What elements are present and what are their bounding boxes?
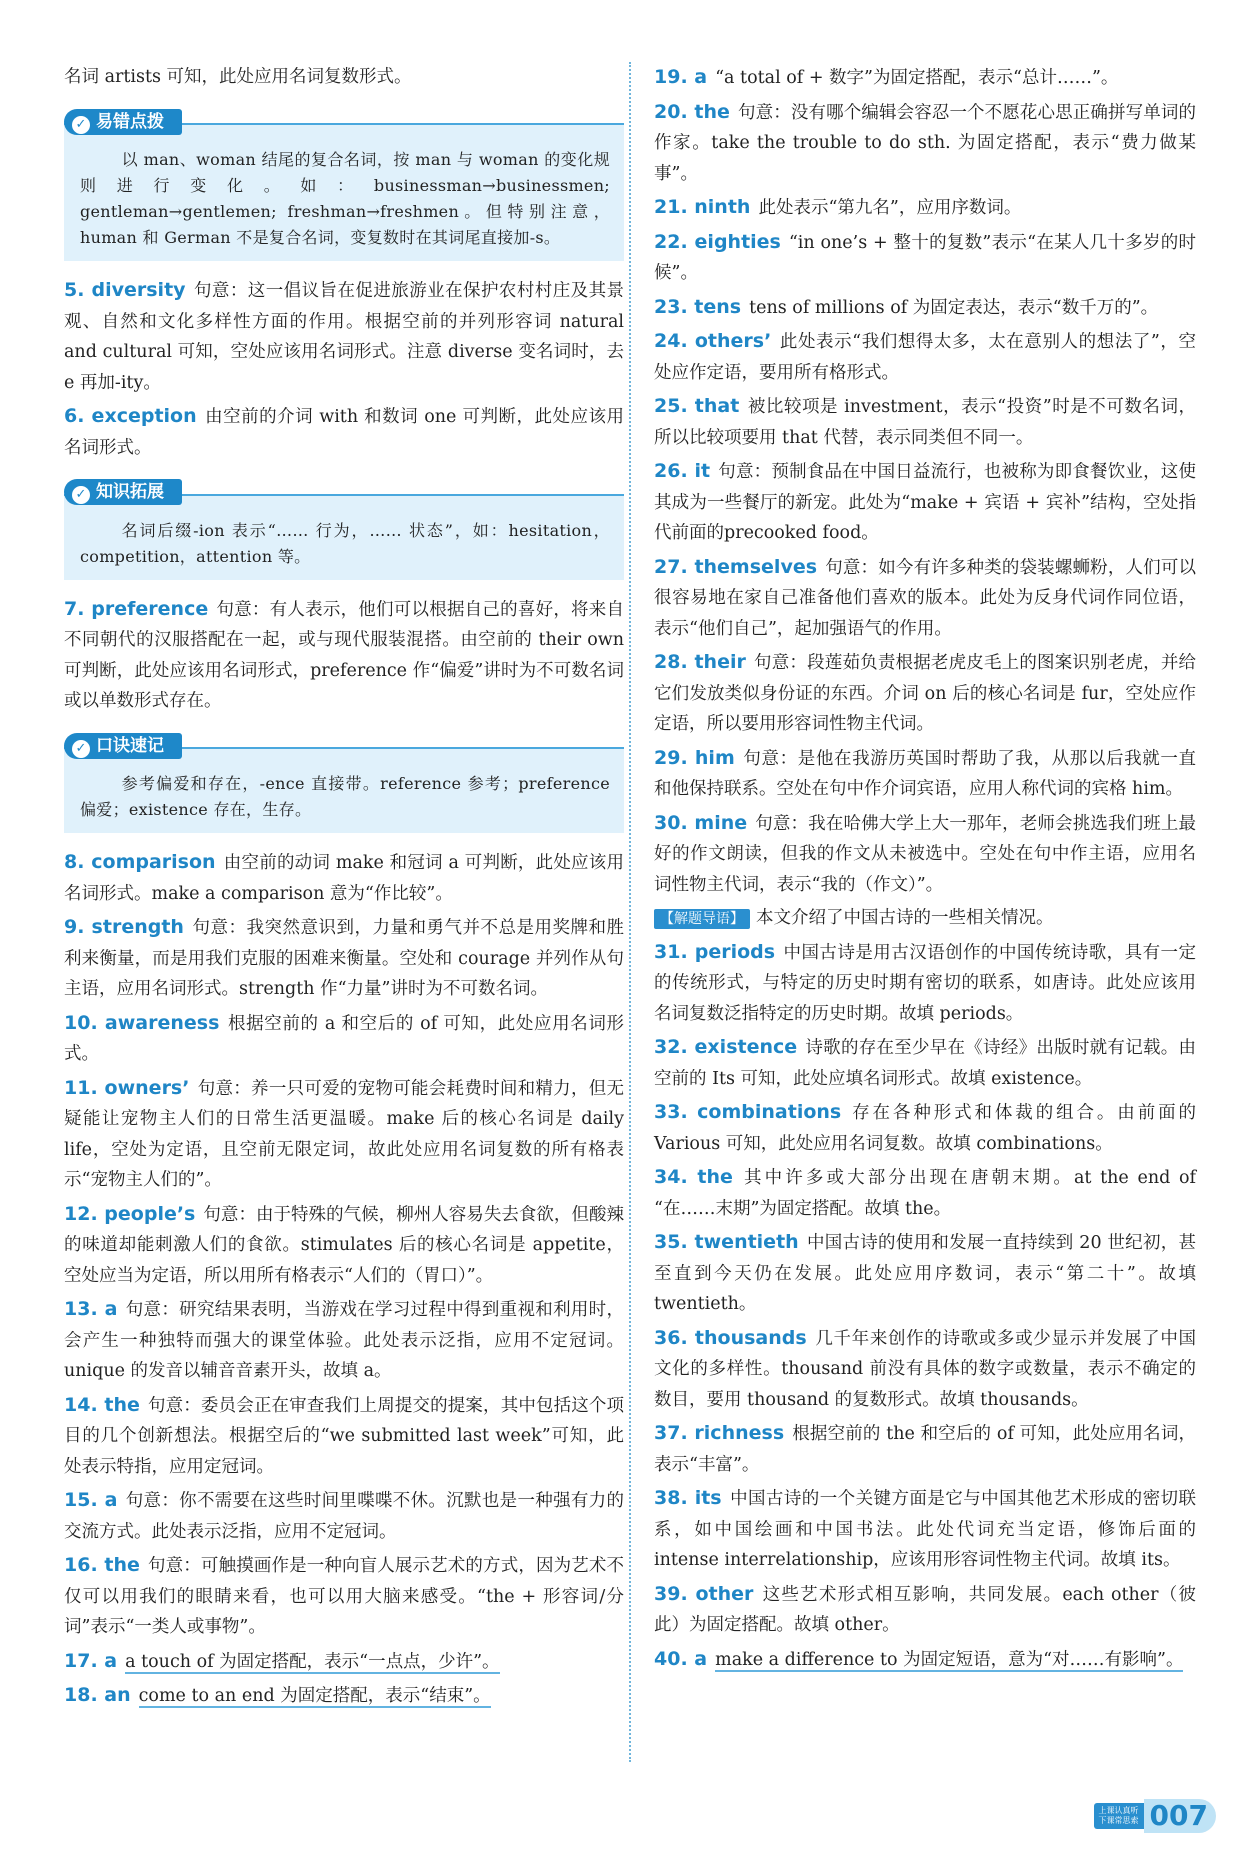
- answer-number: 12. people’s: [64, 1202, 196, 1225]
- answer-number: 24. others’: [654, 330, 772, 352]
- answer-item: [654, 1227, 1196, 1320]
- check-icon: ✓: [72, 740, 90, 758]
- answer-number: 5. diversity: [64, 279, 186, 301]
- box-title: 知识拓展: [96, 482, 164, 502]
- answer-item: [64, 401, 624, 463]
- footer-motto: [1094, 1803, 1144, 1829]
- answer-item: [64, 1294, 624, 1387]
- answer-item: [654, 808, 1196, 901]
- answer-explanation: 此处表示“我们想得太多，太在意别人的想法了”，空处应作定语，要用所有格形式。: [654, 332, 1196, 383]
- answer-explanation: 中国古诗的一个关键方面是它与中国其他艺术形成的密切联系，如中国绘画和中国书法。此处代词充当定语，修饰后面的 intense interrelationship，应该用形容词性物主代词。故填 its。: [654, 1489, 1196, 1570]
- answer-explanation: 诗歌的存在至少早在《诗经》出版时就有记载。由空前的 Its 可知，此处应填名词形式。故填 existence。: [654, 1038, 1196, 1089]
- answer-number: 19. a: [654, 66, 708, 88]
- answer-item: [654, 1483, 1196, 1576]
- answer-item: [654, 391, 1196, 453]
- answer-explanation: “in one’s + 整十的复数”表示“在某人几十多岁的时候”。: [654, 232, 1196, 283]
- answer-item: [654, 1644, 1196, 1676]
- tip-box-mnemonic: [64, 731, 624, 834]
- answer-explanation: 句意：我突然意识到，力量和勇气并不总是用奖牌和胜利来衡量，而是用我们克服的困难来衡量。空处和 courage 并列作从句主语，应用名词形式。strength 作“力量”讲时为不可数名词。: [64, 918, 625, 999]
- answer-item: [64, 847, 624, 909]
- answer-item: [64, 1485, 624, 1547]
- answer-explanation: 中国古诗的使用和发展一直持续到 20 世纪初，甚至直到今天仍在发展。此处应用序数词，表示“第二十”。故填 twentieth。: [654, 1233, 1196, 1314]
- column-divider: [629, 62, 631, 1762]
- answer-explanation: 句意：我在哈佛大学上大一那年，老师会挑选我们班上最好的作文朗读，但我的作文从未被选中。空处在句中作主语，应用名词性物主代词，表示“我的（作文）”。: [654, 813, 1197, 895]
- answer-explanation: 根据空前的 the 和空后的 of 可知，此处应用名词，表示“丰富”。: [654, 1424, 1196, 1475]
- answer-explanation: 此处表示“第九名”，应用序数词。: [758, 198, 1022, 218]
- answer-explanation: 这些艺术形式相互影响，共同发展。each other（彼此）为固定搭配。故填 other。: [654, 1584, 1196, 1635]
- answer-item: [654, 1579, 1196, 1641]
- answer-explanation: tens of millions of 为固定表达，表示“数千万的”。: [749, 297, 1159, 318]
- answer-number: 6. exception: [64, 405, 197, 427]
- answer-item: [654, 1162, 1196, 1224]
- answer-number: 34. the: [654, 1166, 733, 1188]
- page-number: 007: [1144, 1799, 1216, 1833]
- answer-number: 16. the: [64, 1554, 140, 1576]
- answer-explanation: 句意：如今有许多种类的袋装螺蛳粉，人们可以很容易地在家自己准备他们喜欢的版本。此处为反身代词作同位语，表示“他们自己”，起加强语气的作用。: [654, 557, 1197, 639]
- answer-item: [64, 275, 624, 398]
- answer-explanation: 由空前的介词 with 和数词 one 可判断，此处应该用名词形式。: [64, 407, 624, 458]
- answer-item: [654, 647, 1196, 740]
- answer-explanation: 存在各种形式和体裁的组合。由前面的 Various 可知，此处应用名词复数。故填 combinations。: [654, 1103, 1196, 1154]
- answer-number: 26. it: [654, 460, 711, 482]
- box-body: [64, 747, 624, 833]
- answer-explanation: 句意：养一只可爱的宠物可能会耗费时间和精力，但无疑能让宠物主人们的日常生活更温暖。make 后的核心名词是 daily life，空处为定语，且空前无限定词，故此处应用名词复数的所有格表示“宠物主人们的”。: [64, 1078, 624, 1190]
- left-column: [64, 62, 624, 1715]
- answer-item: [64, 594, 624, 717]
- answer-number: 18. an: [64, 1684, 131, 1706]
- answer-number: 20. the: [654, 100, 730, 123]
- answer-number: 9. strength: [64, 916, 184, 938]
- answer-explanation: 被比较项是 investment，表示“投资”时是不可数名词，所以比较项要用 that 代替，表示同类但不同一。: [654, 397, 1196, 448]
- answer-number: 38. its: [654, 1487, 722, 1509]
- page-footer: [1094, 1799, 1216, 1833]
- motto-line: 上课认真听: [1098, 1806, 1139, 1815]
- answer-number: 17. a: [64, 1649, 118, 1672]
- answer-explanation: 句意：有人表示，他们可以根据自己的喜好，将来自不同朝代的汉服搭配在一起，或与现代服装混搭。由空前的 their own 可判断，此处应该用名词形式，preference 作“偏爱”讲时为不可数名词或以单数形式存在。: [64, 599, 625, 711]
- intro-text: 名词 artists 可知，此处应用名词复数形式。: [64, 67, 412, 87]
- answer-number: 30. mine: [654, 811, 748, 834]
- answer-item: [654, 552, 1196, 645]
- answer-number: 31. periods: [654, 940, 776, 963]
- right-column: [654, 62, 1196, 1678]
- guide-text: 本文介绍了中国古诗的一些相关情况。: [756, 908, 1054, 928]
- answer-number: 27. themselves: [654, 555, 818, 578]
- check-icon: ✓: [72, 116, 90, 134]
- passage-guide: [654, 903, 1196, 934]
- box-tag: [64, 109, 182, 135]
- answer-explanation: 句意：段莲茹负责根据老虎皮毛上的图案识别老虎，并给它们发放类似身份证的东西。介词 on 后的核心名词是 fur，空处应作定语，所以要用形容词性物主代词。: [654, 653, 1196, 734]
- answer-explanation: 句意：这一倡议旨在促进旅游业在保护农村村庄及其景观、自然和文化多样性方面的作用。根据空前的并列形容词 natural and cultural 可知，空处应该用名词形式。注意 diverse 变名词时，去 e 再加-ity。: [64, 281, 625, 393]
- answer-explanation: 根据空前的 a 和空后的 of 可知，此处应用名词形式。: [64, 1013, 624, 1064]
- box-text: 名词后缀-ion 表示“…… 行为，…… 状态”，如：hesitation，competition，attention 等。: [80, 520, 610, 566]
- tip-box-knowledge-extension: [64, 477, 624, 580]
- answer-number: 14. the: [64, 1393, 140, 1416]
- answer-number: 40. a: [654, 1647, 708, 1670]
- answer-item: [654, 1097, 1196, 1159]
- answer-explanation: 其中许多或大部分出现在唐朝末期。at the end of “在……末期”为固定搭配。故填 the。: [654, 1168, 1196, 1219]
- box-tag: [64, 733, 182, 759]
- answer-number: 29. him: [654, 746, 735, 769]
- answer-number: 7. preference: [64, 597, 209, 620]
- answer-item: [64, 1550, 624, 1643]
- answer-explanation: make a difference to 为固定短语，意为“对……有影响”。: [715, 1649, 1184, 1670]
- box-title: 易错点拨: [96, 111, 164, 132]
- check-icon: ✓: [72, 486, 90, 504]
- answer-item: [654, 1323, 1196, 1416]
- answer-number: 28. their: [654, 651, 746, 673]
- answer-number: 37. richness: [654, 1422, 785, 1444]
- answer-item: [64, 1073, 624, 1196]
- answer-number: 35. twentieth: [654, 1231, 799, 1253]
- answer-number: 22. eighties: [654, 230, 781, 253]
- answer-explanation: 句意：研究结果表明，当游戏在学习过程中得到重视和利用时，会产生一种独特而强大的课堂体验。此处表示泛指，应用不定冠词。unique 的发音以辅音音素开头，故填 a。: [64, 1300, 624, 1381]
- answer-item: [654, 743, 1196, 805]
- answer-number: 36. thousands: [654, 1326, 807, 1349]
- answer-number: 25. that: [654, 395, 740, 417]
- answer-explanation: 句意：是他在我游历英国时帮助了我，从那以后我就一直和他保持联系。空处在句中作介词宾语，应用人称代词的宾格 him。: [654, 748, 1196, 799]
- answer-item: [654, 62, 1196, 94]
- answer-item: [654, 326, 1196, 388]
- answer-item: [64, 1390, 624, 1483]
- answer-explanation: 句意：可触摸画作是一种向盲人展示艺术的方式，因为艺术不仅可以用我们的眼睛来看，也可以用大脑来感受。“the + 形容词/分词”表示“一类人或事物”。: [64, 1556, 624, 1637]
- box-title: 口诀速记: [96, 735, 164, 756]
- answer-number: 8. comparison: [64, 851, 216, 873]
- answer-explanation: “a total of + 数字”为固定搭配，表示“总计……”。: [715, 68, 1119, 88]
- answer-item: [64, 1199, 624, 1292]
- answer-explanation: 句意：委员会正在审查我们上周提交的提案，其中包括这个项目的几个创新想法。根据空后的“we submitted last week”可知，此处表示特指，应用定冠词。: [64, 1395, 624, 1477]
- answer-number: 11. owners’: [64, 1076, 190, 1099]
- answer-item: [654, 456, 1196, 549]
- answer-item: [654, 227, 1196, 289]
- tip-box-common-errors: [64, 107, 624, 262]
- answer-number: 32. existence: [654, 1036, 798, 1058]
- answer-item: [654, 937, 1196, 1030]
- answer-item: [654, 1418, 1196, 1480]
- box-body: [64, 494, 624, 580]
- guide-tag: 【解题导语】: [654, 909, 750, 929]
- answer-number: 39. other: [654, 1582, 754, 1605]
- answer-item: [64, 912, 624, 1005]
- box-text: 以 man、woman 结尾的复合名词，按 man 与 woman 的变化规则进行变化。如：businessman→businessmen; gentleman→gentlemen; freshman→freshmen。但特别注意，human 和 German 不是复合名词，变复数时在其词尾直接加-s。: [80, 150, 610, 247]
- answer-number: 33. combinations: [654, 1101, 842, 1123]
- answer-number: 13. a: [64, 1298, 118, 1320]
- answer-explanation: 句意：没有哪个编辑会容忍一个不愿花心思正确拼写单词的作家。take the trouble to do sth. 为固定搭配，表示“费力做某事”。: [654, 102, 1196, 184]
- answer-item: [64, 1680, 624, 1712]
- box-text: 参考偏爱和存在，-ence 直接带。reference 参考；preference 偏爱；existence 存在，生存。: [80, 774, 610, 819]
- answer-explanation: 中国古诗是用古汉语创作的中国传统诗歌，具有一定的传统形式，与特定的历史时期有密切的联系，如唐诗。此处应该用名词复数泛指特定的历史时期。故填 periods。: [654, 942, 1196, 1024]
- answer-item: [654, 97, 1196, 190]
- answer-explanation: 几千年来创作的诗歌或多或少显示并发展了中国文化的多样性。thousand 前没有具体的数字或数量，表示不确定的数目，要用 thousand 的复数形式。故填 thousands。: [654, 1328, 1196, 1410]
- answer-explanation: 由空前的动词 make 和冠词 a 可判断，此处应该用名词形式。make a comparison 意为“作比较”。: [64, 853, 624, 904]
- answer-item: [64, 1646, 624, 1678]
- box-body: [64, 123, 624, 261]
- answer-explanation: 句意：你不需要在这些时间里喋喋不休。沉默也是一种强有力的交流方式。此处表示泛指，应用不定冠词。: [64, 1491, 624, 1542]
- answer-number: 10. awareness: [64, 1011, 220, 1034]
- answer-item: [654, 292, 1196, 324]
- answer-item: [654, 192, 1196, 224]
- answer-explanation: 句意：预制食品在中国日益流行，也被称为即食餐饮业，这使其成为一些餐厅的新宠。此处为“make + 宾语 + 宾补”结构，空处指代前面的precooked food。: [654, 462, 1197, 543]
- answer-number: 23. tens: [654, 295, 742, 318]
- answer-explanation: come to an end 为固定搭配，表示“结束”。: [138, 1686, 491, 1706]
- answer-number: 15. a: [64, 1489, 118, 1511]
- answer-explanation: 句意：由于特殊的气候，柳州人容易失去食欲，但酸辣的味道却能刺激人们的食欲。stimulates 后的核心名词是 appetite，空处应当为定语，所以用所有格表示“人们的（胃口）”。: [64, 1204, 625, 1286]
- answer-item: [654, 1032, 1196, 1094]
- motto-line: 下课常思索: [1098, 1816, 1139, 1825]
- answer-item: [64, 1008, 624, 1070]
- answer-number: 21. ninth: [654, 196, 751, 218]
- answer-explanation: a touch of 为固定搭配，表示“一点点，少许”。: [125, 1651, 500, 1672]
- box-tag: [64, 479, 182, 505]
